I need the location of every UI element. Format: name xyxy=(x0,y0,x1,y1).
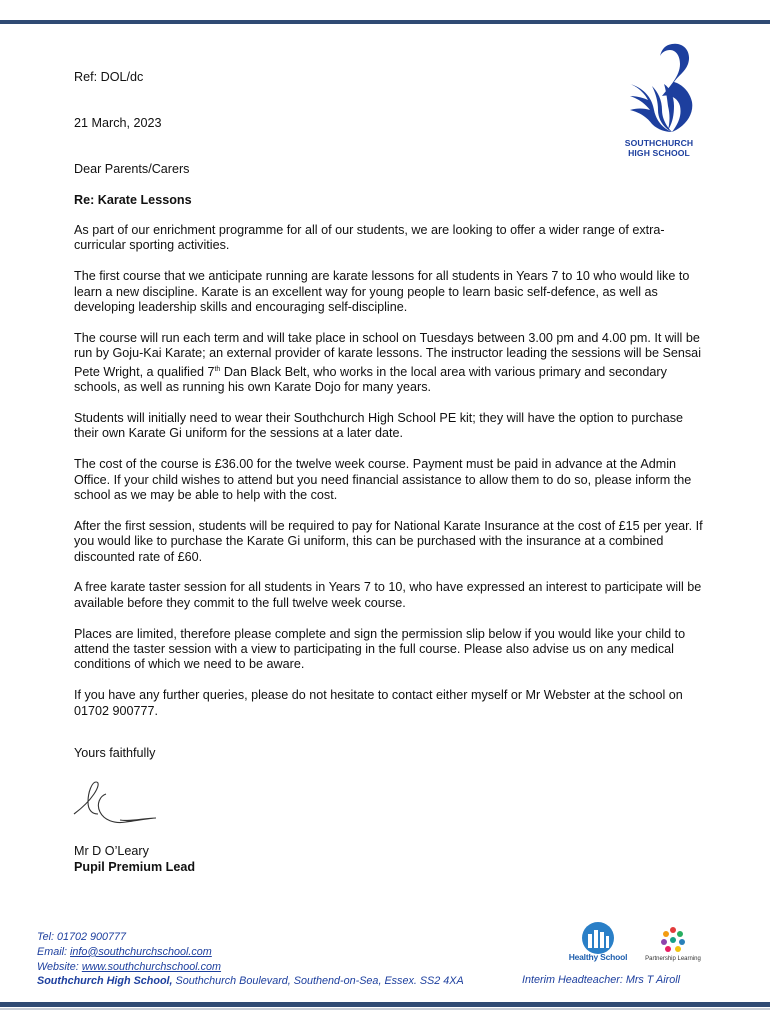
partnership-learning-logo xyxy=(640,924,706,968)
paragraph-insurance: After the first session, students will be required to pay for National Karate Insurance at the cost of £15 per year. If you would like to purchase the Karate Gi uniform, this can be purchased with the insurance at a combined discounted rate of £60. xyxy=(74,518,703,564)
footer-address: Southchurch Boulevard, Southend-on-Sea, Essex. SS2 4XA xyxy=(172,975,464,988)
signature xyxy=(70,774,160,830)
bottom-border-bar-light xyxy=(0,1008,770,1010)
healthy-school-icon xyxy=(562,920,634,954)
logo-text-line2: HIGH SCHOOL xyxy=(628,148,690,158)
paragraph-cost: The cost of the course is £36.00 for the twelve week course. Payment must be paid in advance at the Admin Office. If your child wishes to attend but you need financial assistance to allow them to do so, please inform the school as we may be able to help with the cost. xyxy=(74,457,692,503)
reference: Ref: DOL/dc xyxy=(74,70,144,84)
email-label: Email: xyxy=(37,945,70,958)
paragraph-course-details-text: The course will run each term and will take place in school on Tuesdays between 3.00 pm and 4.00 pm. It will be run by Goju-Kai Karate; an external provider of karate lessons. The instructor leading the sessions will be Sensai Pete Wright, a qualified 7 xyxy=(74,330,701,379)
swan-icon xyxy=(622,40,696,136)
letter-paragraphs xyxy=(74,223,704,734)
footer-email-line xyxy=(37,945,464,960)
signer-name: Mr D O’Leary xyxy=(74,844,149,858)
footer-tel: Tel: 01702 900777 xyxy=(37,931,127,943)
subject-line: Re: Karate Lessons xyxy=(74,193,192,207)
paragraph-intro: As part of our enrichment programme for all of our students, we are looking to offer a wider range of extra-curricular sporting activities. xyxy=(74,223,665,253)
bottom-border-bar xyxy=(0,1002,770,1007)
signer-title: Pupil Premium Lead xyxy=(74,860,196,874)
partnership-icon xyxy=(640,924,706,956)
partnership-label: Partnership Learning xyxy=(645,956,701,962)
school-logo xyxy=(614,40,704,162)
letter-date: 21 March, 2023 xyxy=(74,116,162,130)
superscript-th: th xyxy=(214,365,221,373)
greeting: Dear Parents/Carers xyxy=(74,162,190,176)
closing: Yours faithfully xyxy=(74,746,156,760)
footer-address-line xyxy=(37,974,464,989)
footer-school-name: Southchurch High School, xyxy=(37,975,173,988)
footer-website-line xyxy=(37,960,464,975)
email-link[interactable]: info@southchurchschool.com xyxy=(70,945,212,958)
paragraph-taster: A free karate taster session for all students in Years 7 to 10, who have expressed an interest to participate will be available before they commit to the full twelve week course. xyxy=(74,580,702,610)
top-border-bar xyxy=(0,20,770,24)
paragraph-kit: Students will initially need to wear their Southchurch High School PE kit; they will have the option to purchase their own Karate Gi uniform for the sessions at a later date. xyxy=(74,411,684,441)
footer-contact xyxy=(37,930,464,989)
healthy-school-label: Healthy School xyxy=(568,952,628,962)
paragraph-queries: If you have any further queries, please do not hesitate to contact either myself or Mr Webster at the school on 01702 900777. xyxy=(74,688,683,718)
paragraph-course-details-rest: Dan Black Belt, who works in the local area with various primary and secondary schools, as well as running his own Karate Dojo for many years. xyxy=(74,364,667,395)
logo-school-name xyxy=(614,138,704,158)
paragraph-places: Places are limited, therefore please complete and sign the permission slip below if you would like your child to attend the taster session with a view to participating in the full course. Please also advise us on any medical conditions of which we need to be aware. xyxy=(74,626,686,672)
website-label: Website: xyxy=(37,960,82,973)
website-link[interactable]: www.southchurchschool.com xyxy=(81,960,222,973)
logo-text-line1: SOUTHCHURCH xyxy=(624,138,694,148)
healthy-school-logo xyxy=(562,920,634,968)
paragraph-course-details xyxy=(74,331,704,396)
paragraph-first-course: The first course that we anticipate running are karate lessons for all students in Years 7 to 10 who would like to learn a new discipline. Karate is an excellent way for young people to learn basic self-defence, as well as developing leadership skills and encouraging self-discipline. xyxy=(74,269,690,315)
headteacher: Interim Headteacher: Mrs T Airoll xyxy=(522,974,680,986)
